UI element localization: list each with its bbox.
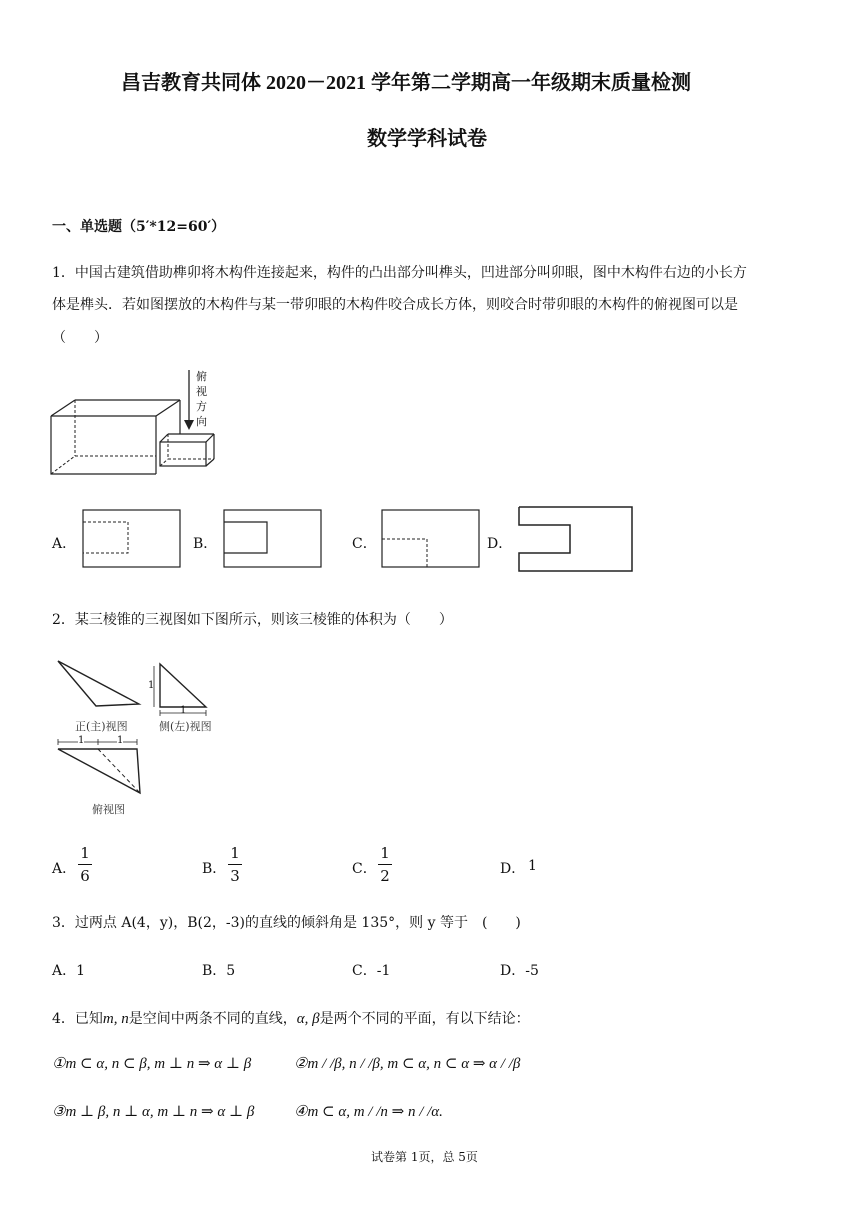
q2-side-caption: 侧(左)视图	[159, 720, 212, 733]
q1-option-c-label[interactable]: C．	[352, 536, 377, 552]
q2-option-a-fraction	[78, 844, 92, 885]
q1-option-d-label[interactable]: D．	[487, 536, 513, 552]
page-subtitle: 数学学科试卷	[367, 128, 487, 150]
q2-side-dim-vertical: 1	[148, 680, 155, 691]
q2-option-b-label[interactable]: B．	[202, 861, 227, 877]
view-label-char: 俯	[196, 370, 207, 383]
q2-option-b-fraction	[228, 844, 242, 885]
q2-option-a-label[interactable]: A．	[52, 861, 77, 877]
q2-option-d-value: 1	[528, 858, 537, 874]
fraction-numerator: 1	[380, 844, 390, 862]
q4-statement-1: ①m ⊂ α, n ⊂ β, m ⊥ n ⇒ α ⊥ β	[52, 1056, 252, 1072]
view-label-char: 方	[196, 400, 207, 413]
q2-top-caption: 俯视图	[92, 803, 125, 816]
q4-stem-suffix: 是两个不同的平面，有以下结论：	[319, 1011, 530, 1027]
q3-option-c[interactable]: C．-1	[352, 963, 391, 979]
q2-front-view	[55, 657, 145, 711]
q4-planes-vars: α, β	[296, 1011, 320, 1027]
fraction-bar	[78, 864, 92, 865]
q4-stem-prefix: 4．已知	[52, 1011, 103, 1027]
q3-option-d[interactable]: D．-5	[500, 963, 539, 979]
q1-stem-line2: 体是榫头．若如图摆放的木构件与某一带卯眼的木构件咬合成长方体，则咬合时带卯眼的木构件的俯视图可以是	[52, 297, 738, 313]
page-footer: 试卷第 1页，总 5页	[371, 1150, 478, 1164]
section-heading: 一、单选题（5′*12=60′）	[52, 219, 226, 235]
q2-top-dim-left: 1	[78, 735, 85, 746]
q3-stem: 3．过两点 A(4，y)，B(2，-3)的直线的倾斜角是 135°，则 y 等于 ( )	[52, 915, 521, 931]
q2-option-c-label[interactable]: C．	[352, 861, 377, 877]
q4-stem	[52, 1008, 530, 1028]
q3-option-a[interactable]: A．1	[52, 963, 86, 979]
view-label-char: 视	[196, 385, 207, 398]
q4-statement-3: ③m ⊥ β, n ⊥ α, m ⊥ n ⇒ α ⊥ β	[52, 1104, 255, 1120]
q1-view-direction-label	[196, 369, 208, 429]
q2-option-d-label[interactable]: D．	[500, 861, 526, 877]
q1-option-a-label[interactable]: A．	[52, 536, 77, 552]
q2-side-dim-horizontal: 1	[180, 705, 187, 716]
q1-option-b-figure	[223, 509, 323, 569]
q1-stem-line3: （ ）	[52, 330, 108, 346]
q1-option-a-figure	[82, 509, 182, 569]
q2-stem: 2．某三棱锥的三视图如下图所示，则该三棱锥的体积为（ ）	[52, 612, 453, 628]
q4-stem-mid: 是空间中两条不同的直线，	[128, 1011, 297, 1027]
view-label-char: 向	[196, 415, 207, 428]
fraction-denominator: 6	[80, 867, 90, 885]
q4-lines-vars: m, n	[102, 1011, 129, 1027]
q2-top-dim-right: 1	[117, 735, 124, 746]
q4-statement-2: ②m / /β, n / /β, m ⊂ α, n ⊂ α ⇒ α / /β	[294, 1056, 521, 1072]
q2-front-caption: 正(主)视图	[75, 720, 128, 733]
q1-stem-line1: 1．中国古建筑借助榫卯将木构件连接起来，构件的凸出部分叫榫头，凹进部分叫卯眼，图中木构件右边的小长方	[52, 265, 747, 281]
q3-option-b[interactable]: B．5	[202, 963, 236, 979]
page-title: 昌吉教育共同体 2020－2021 学年第二学期高一年级期末质量检测	[121, 72, 691, 94]
fraction-numerator: 1	[230, 844, 240, 862]
fraction-denominator: 2	[380, 867, 390, 885]
fraction-denominator: 3	[230, 867, 240, 885]
q1-option-c-figure	[381, 509, 481, 569]
q2-top-view	[55, 737, 145, 799]
q1-option-d-figure	[517, 505, 637, 573]
fraction-numerator: 1	[80, 844, 90, 862]
q4-statement-4: ④m ⊂ α, m / /n ⇒ n / /α.	[294, 1104, 443, 1120]
q1-option-b-label[interactable]: B．	[193, 536, 218, 552]
fraction-bar	[378, 864, 392, 865]
q2-option-c-fraction	[378, 844, 392, 885]
fraction-bar	[228, 864, 242, 865]
